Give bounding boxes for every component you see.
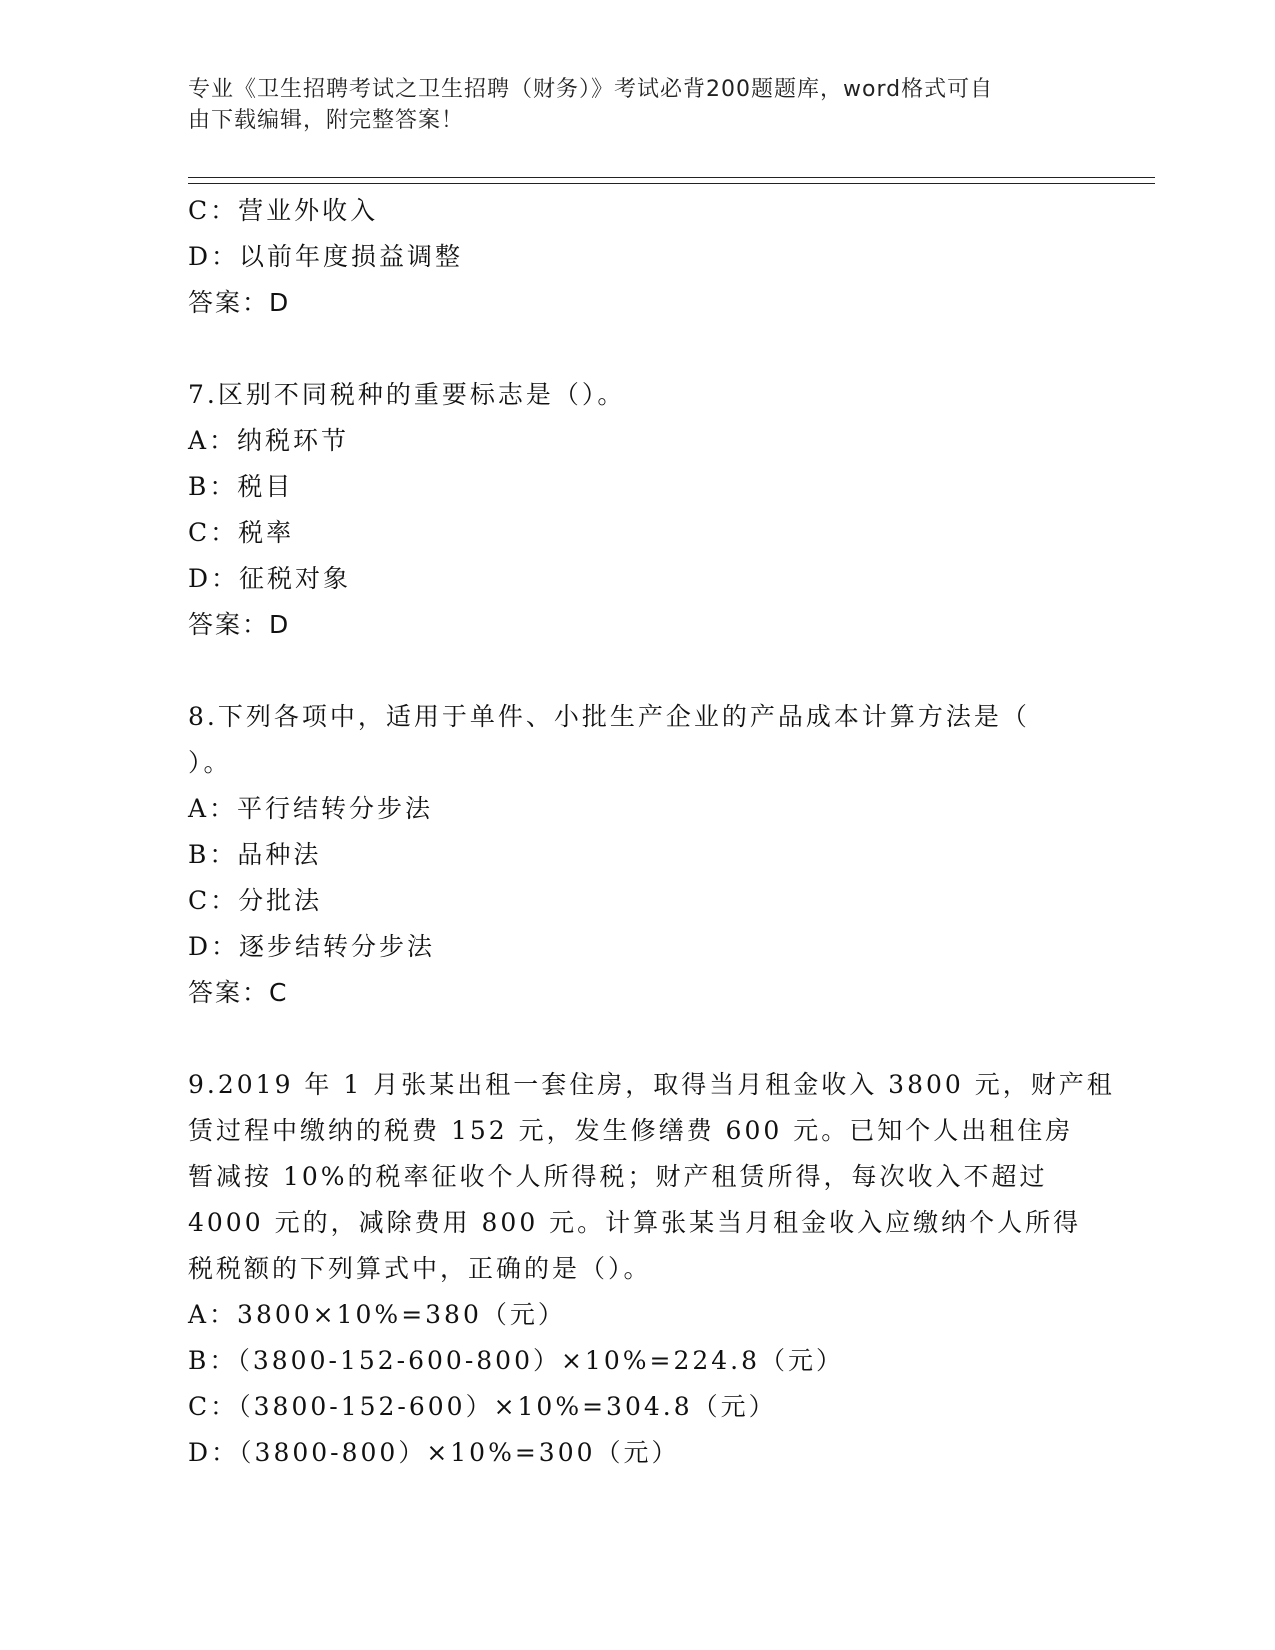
q7-option-a: A：纳税环节 bbox=[188, 426, 350, 455]
q8-option-a: A：平行结转分步法 bbox=[188, 794, 434, 823]
q6-option-d: D：以前年度损益调整 bbox=[188, 242, 464, 271]
question-list bbox=[188, 188, 1118, 1476]
q8-option-d: D：逐步结转分步法 bbox=[188, 932, 436, 961]
document-header bbox=[188, 74, 1088, 136]
q9-option-a: A：3800×10%=380（元） bbox=[188, 1300, 566, 1329]
header-line-2: 由下载编辑，附完整答案！ bbox=[188, 108, 465, 133]
q9-option-c: C：（3800-152-600）×10%=304.8（元） bbox=[188, 1392, 777, 1421]
q9-stem-line-1: 9.2019 年 1 月张某出租一套住房，取得当月租金收入 3800 元，财产租 bbox=[188, 1070, 1115, 1099]
spacer bbox=[188, 1016, 1118, 1062]
q9-stem-line-2: 赁过程中缴纳的税费 152 元，发生修缮费 600 元。已知个人出租住房 bbox=[188, 1116, 1074, 1145]
q9-stem-line-3: 暂减按 10%的税率征收个人所得税；财产租赁所得，每次收入不超过 bbox=[188, 1162, 1048, 1191]
q7-option-b: B：税目 bbox=[188, 472, 294, 501]
question-7 bbox=[188, 372, 1118, 648]
q8-answer: 答案：C bbox=[188, 978, 289, 1007]
header-divider bbox=[188, 177, 1155, 184]
q8-stem-line-2: ）。 bbox=[188, 748, 232, 777]
q9-stem-line-4: 4000 元的，减除费用 800 元。计算张某当月租金收入应缴纳个人所得 bbox=[188, 1208, 1082, 1237]
q8-option-b: B：品种法 bbox=[188, 840, 322, 869]
q6-answer: 答案：D bbox=[188, 288, 291, 317]
q6-option-c: C：营业外收入 bbox=[188, 196, 379, 225]
q7-answer: 答案：D bbox=[188, 610, 291, 639]
q9-stem-line-5: 税税额的下列算式中，正确的是（）。 bbox=[188, 1254, 652, 1283]
question-9 bbox=[188, 1062, 1118, 1476]
q7-option-c: C：税率 bbox=[188, 518, 295, 547]
spacer bbox=[188, 326, 1118, 372]
question-8 bbox=[188, 694, 1118, 1016]
q8-option-c: C：分批法 bbox=[188, 886, 323, 915]
q7-stem: 7.区别不同税种的重要标志是（）。 bbox=[188, 380, 626, 409]
q7-option-d: D：征税对象 bbox=[188, 564, 352, 593]
q8-stem-line-1: 8.下列各项中，适用于单件、小批生产企业的产品成本计算方法是（ bbox=[188, 702, 1030, 731]
q9-option-d: D：（3800-800）×10%=300（元） bbox=[188, 1438, 680, 1467]
question-6 bbox=[188, 188, 1118, 326]
spacer bbox=[188, 648, 1118, 694]
header-line-1: 专业《卫生招聘考试之卫生招聘（财务）》考试必背200题题库，word格式可自 bbox=[188, 77, 994, 102]
q9-option-b: B：（3800-152-600-800）×10%=224.8（元） bbox=[188, 1346, 845, 1375]
